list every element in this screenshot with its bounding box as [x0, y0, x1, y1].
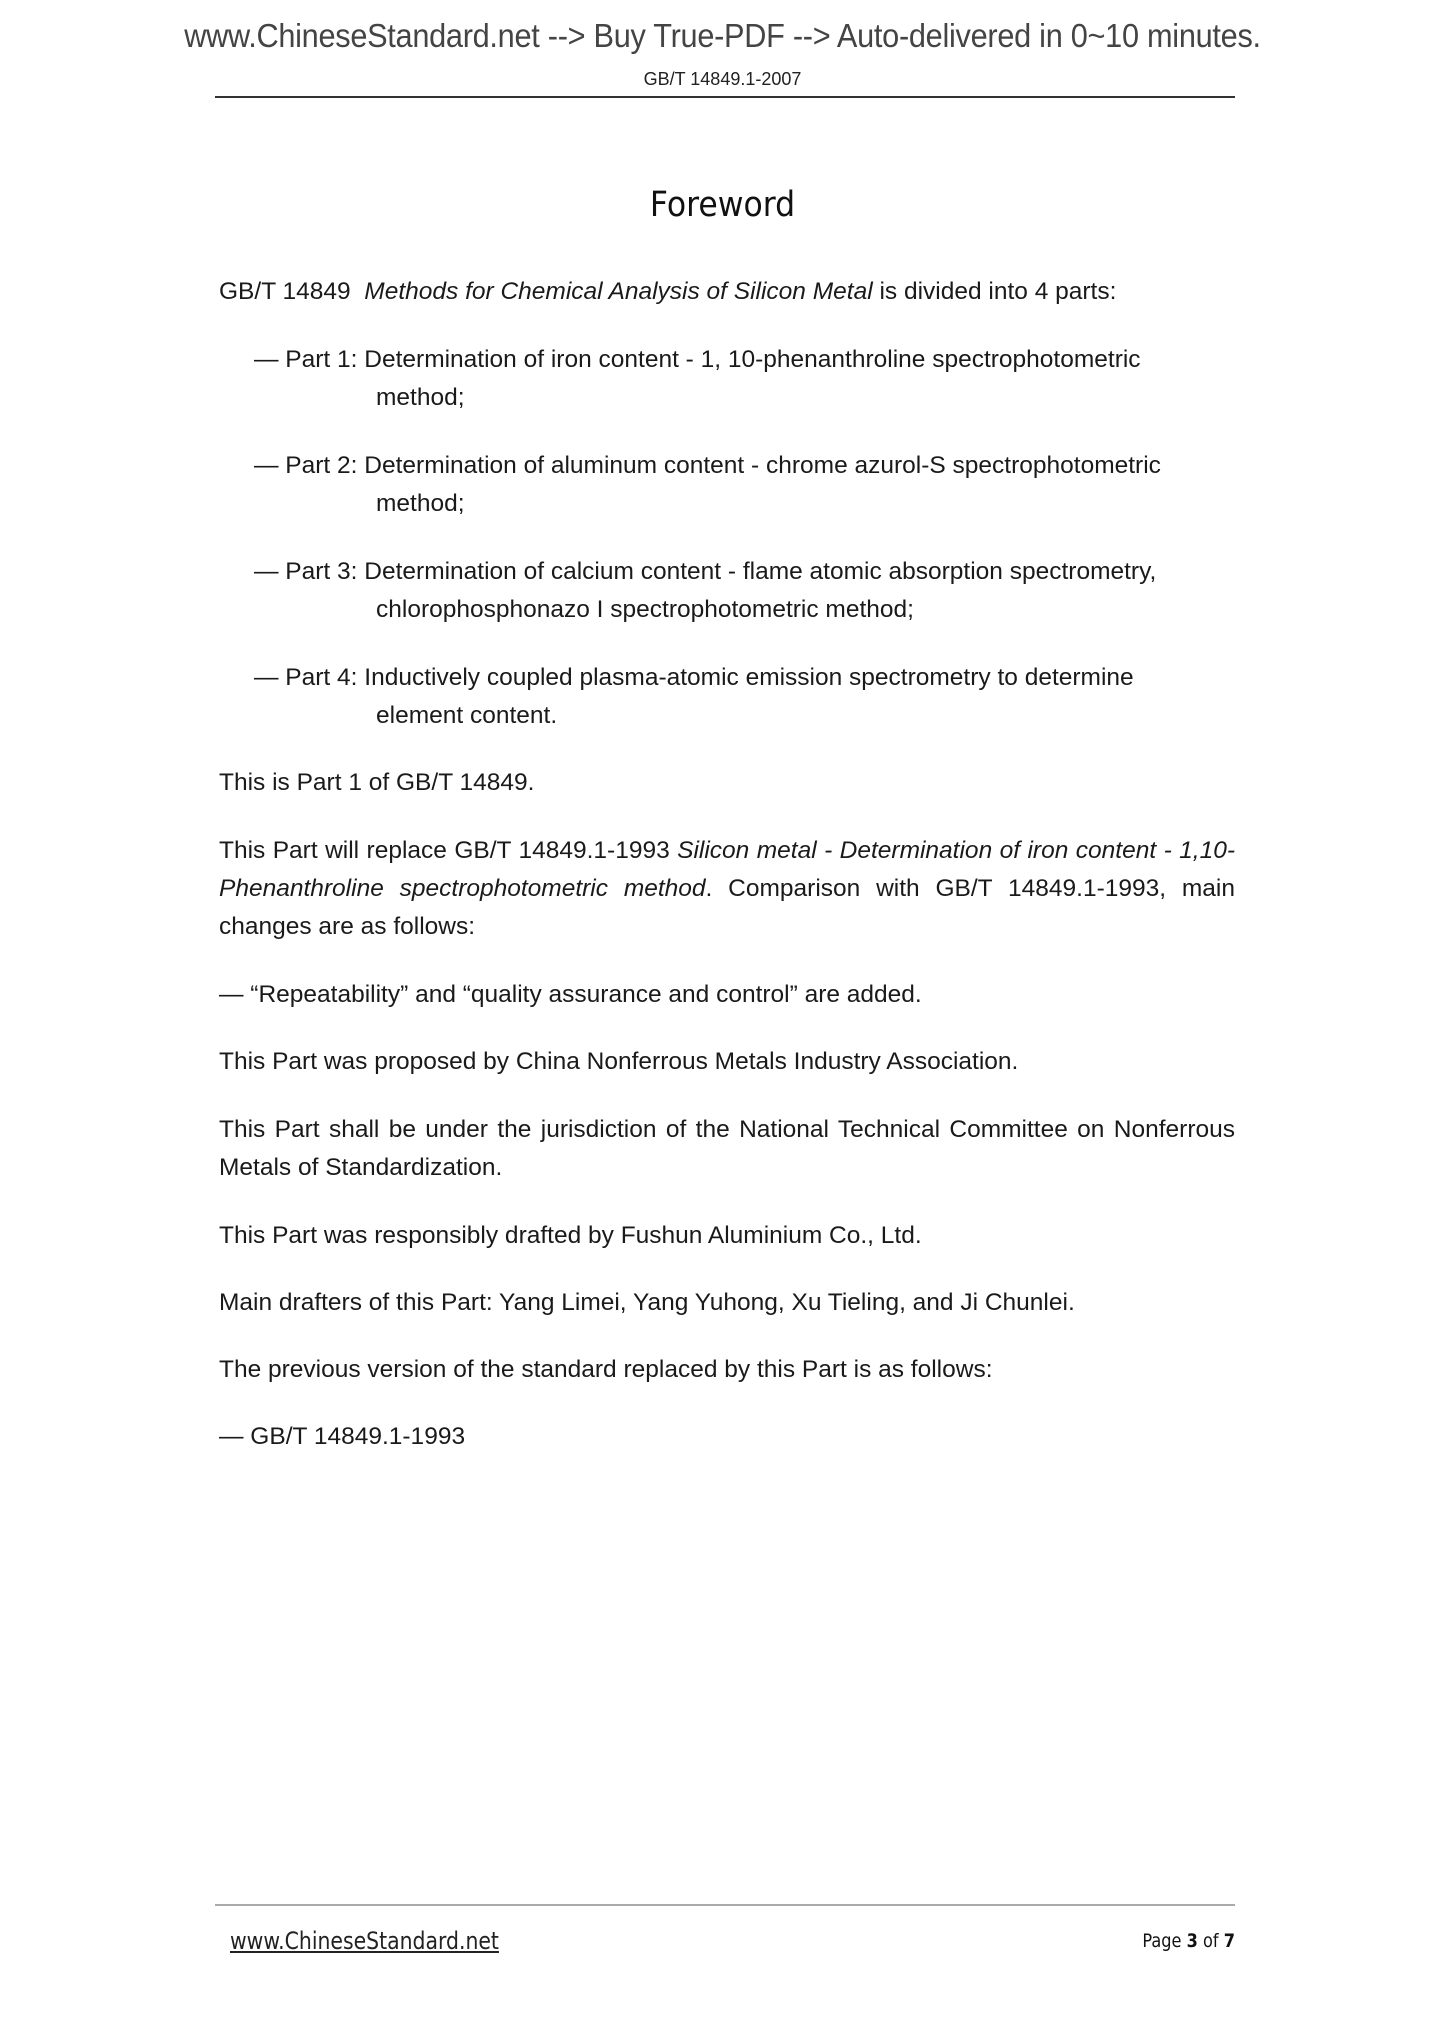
- current-page: 3: [1186, 1930, 1198, 1952]
- intro-rest: is divided into 4 parts:: [872, 278, 1117, 305]
- part-text-cont: method;: [376, 384, 465, 411]
- part-text: — Part 2: Determination of aluminum content - chrome azurol-S spectrophotometric: [254, 452, 1161, 479]
- part-list-item: [254, 553, 1235, 629]
- drafters-paragraph: Main drafters of this Part: Yang Limei, Yang Yuhong, Xu Tieling, and Ji Chunlei.: [219, 1289, 1075, 1316]
- part-text-cont: chlorophosphonazo I spectrophotometric method;: [376, 596, 914, 623]
- part-text: — Part 1: Determination of iron content - 1, 10-phenanthroline spectrophotometric: [254, 346, 1141, 373]
- replace-post: . Comparison with GB/T 14849.1-1993, main changes are as follows:: [219, 875, 1235, 940]
- proposed-paragraph: This Part was proposed by China Nonferrous Metals Industry Association.: [219, 1048, 1019, 1075]
- intro-paragraph: [219, 273, 1235, 311]
- replace-title: Silicon metal - Determination of iron content - 1,10-Phenanthroline spectrophotometric method: [219, 837, 1235, 902]
- change-item: — “Repeatability” and “quality assurance and control” are added.: [219, 981, 922, 1008]
- part-list-item: [254, 659, 1235, 735]
- part-text: — Part 4: Inductively coupled plasma-atomic emission spectrometry to determine: [254, 664, 1134, 691]
- intro-title: Methods for Chemical Analysis of Silicon Metal: [364, 278, 873, 305]
- document-code: GB/T 14849.1-2007: [643, 69, 802, 89]
- part-list-item: [254, 341, 1235, 417]
- page-label: Page: [1142, 1930, 1182, 1952]
- page-number: [1142, 1930, 1235, 1952]
- replace-paragraph: [219, 832, 1235, 946]
- of-label: of: [1203, 1930, 1219, 1952]
- intro-code: GB/T 14849: [219, 278, 351, 305]
- previous-paragraph: The previous version of the standard replaced by this Part is as follows:: [219, 1356, 993, 1383]
- page-title: Foreword: [649, 185, 796, 225]
- jurisdiction-paragraph: This Part shall be under the jurisdiction of the National Technical Committee on Nonferrous Metals of Standardization.: [219, 1116, 1235, 1181]
- drafted-paragraph: This Part was responsibly drafted by Fushun Aluminium Co., Ltd.: [219, 1222, 922, 1249]
- part-text-cont: method;: [376, 490, 465, 517]
- this-part-paragraph: This is Part 1 of GB/T 14849.: [219, 769, 535, 796]
- part-text-cont: element content.: [376, 702, 558, 729]
- header-divider: [215, 96, 1235, 98]
- part-text: — Part 3: Determination of calcium content - flame atomic absorption spectrometry,: [254, 558, 1157, 585]
- footer-divider: [215, 1904, 1235, 1906]
- header-banner-link[interactable]: www.ChineseStandard.net --> Buy True-PDF --> Auto-delivered in 0~10 minutes.: [184, 17, 1261, 54]
- total-pages: 7: [1223, 1930, 1235, 1952]
- replace-pre: This Part will replace GB/T 14849.1-1993: [219, 837, 678, 864]
- part-list-item: [254, 447, 1235, 523]
- previous-item: — GB/T 14849.1-1993: [219, 1423, 466, 1450]
- footer-website-link[interactable]: www.ChineseStandard.net: [230, 1927, 499, 1955]
